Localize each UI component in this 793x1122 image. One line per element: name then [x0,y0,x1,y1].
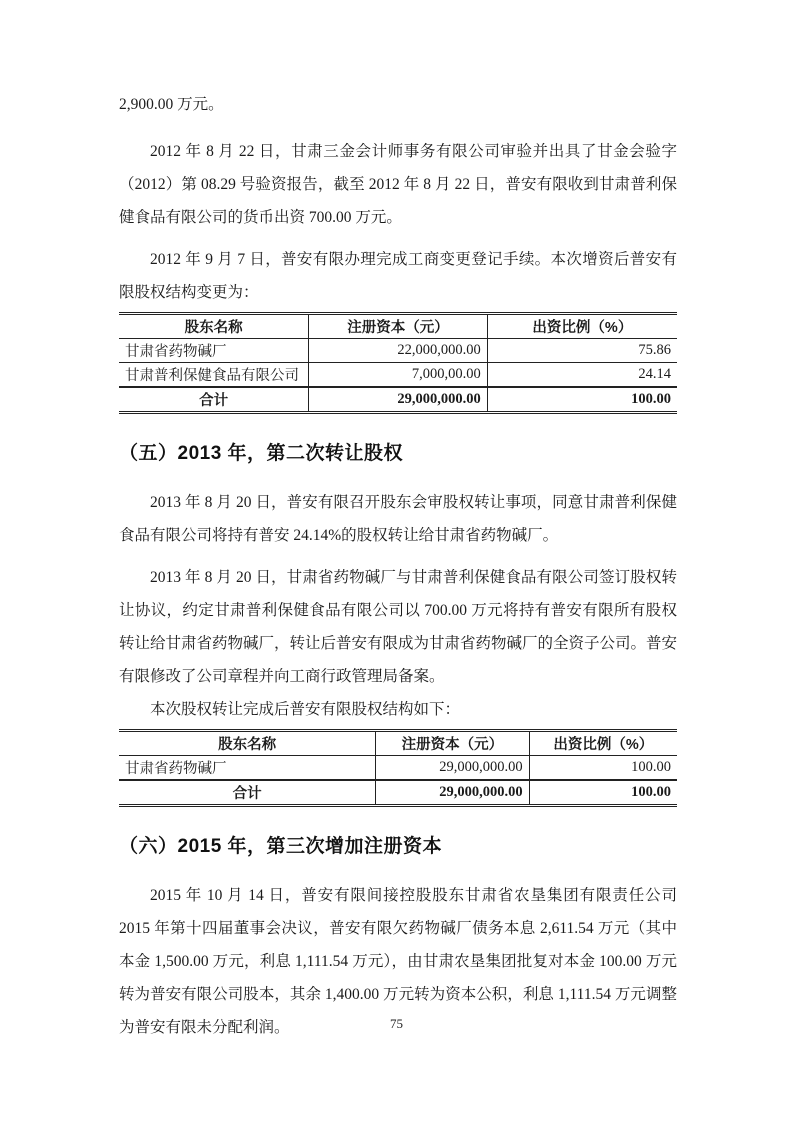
cell-shareholder-name: 甘肃省药物碱厂 [119,756,376,781]
table-total-row [119,780,677,806]
paragraph-carryover: 2,900.00 万元。 [119,96,224,113]
header-shareholder-name: 股东名称 [119,314,309,339]
cell-total-label: 合计 [119,780,376,806]
table-row [119,363,677,388]
paragraph-audit-report: 2012 年 8 月 22 日，甘肃三金会计师事务有限公司审验并出具了甘金会验字（2012）第 08.29 号验资报告，截至 2012 年 8 月 22 日，普安有限收到甘肃普利保健食品有限公司的货币出资 700.00 万元。 [119,143,677,226]
header-contribution-ratio: 出资比例（%） [487,314,677,339]
section-heading-5: （五）2013 年，第二次转让股权 [119,443,404,464]
header-registered-capital: 注册资本（元） [309,314,488,339]
table-header-row [119,731,677,756]
paragraph-registration-change: 2012 年 9 月 7 日，普安有限办理完成工商变更登记手续。本次增资后普安有限股权结构变更为： [119,251,677,301]
cell-total-label: 合计 [119,387,309,413]
table-row [119,756,677,781]
header-registered-capital: 注册资本（元） [376,731,529,756]
header-contribution-ratio: 出资比例（%） [529,731,677,756]
cell-shareholder-name: 甘肃省药物碱厂 [119,339,309,363]
shareholding-table-2012 [119,312,677,414]
table-row [119,339,677,363]
section-heading-6: （六）2015 年，第三次增加注册资本 [119,836,443,857]
cell-total-ratio: 100.00 [529,780,677,806]
paragraph-board-decision: 2015 年 10 月 14 日，普安有限间接控股股东甘肃省农垦集团有限责任公司 2015 年第十四届董事会决议，普安有限欠药物碱厂债务本息 2,611.54 万元（其中本金 1,500.00 万元，利息 1,111.54 万元），由甘肃农垦集团批复对本金 100.00 万元转为普安有限公司股本，其余 1,400.00 万元转为资本公积，利息 1,111.54 万元调整为普安有限未分配利润。 [119,887,677,1036]
cell-shareholder-name: 甘肃普利保健食品有限公司 [119,363,309,388]
cell-total-capital: 29,000,000.00 [376,780,529,806]
header-shareholder-name: 股东名称 [119,731,376,756]
cell-total-capital: 29,000,000.00 [309,387,488,413]
page-number: 75 [390,1016,403,1031]
paragraph-transfer-agreement: 2013 年 8 月 20 日，甘肃省药物碱厂与甘肃普利保健食品有限公司签订股权转让协议，约定甘肃普利保健食品有限公司以 700.00 万元将持有普安有限所有股权转让给甘肃省药物碱厂，转让后普安有限成为甘肃省药物碱厂的全资子公司。普安有限修改了公司章程并向工商行政管理局备案。 [119,569,678,685]
cell-contribution-ratio: 24.14 [487,363,677,388]
table-header-row [119,314,677,339]
paragraph-transfer-resolution: 2013 年 8 月 20 日，普安有限召开股东会审股权转让事项，同意甘肃普利保健食品有限公司将持有普安 24.14%的股权转让给甘肃省药物碱厂。 [119,494,677,544]
paragraph-table-intro: 本次股权转让完成后普安有限股权结构如下： [150,701,461,718]
cell-registered-capital: 22,000,000.00 [309,339,488,363]
document-body [119,88,677,1053]
cell-contribution-ratio: 100.00 [529,756,677,781]
cell-registered-capital: 7,000,00.00 [309,363,488,388]
table-total-row [119,387,677,413]
shareholding-table-2013 [119,729,677,807]
cell-contribution-ratio: 75.86 [487,339,677,363]
cell-total-ratio: 100.00 [487,387,677,413]
cell-registered-capital: 29,000,000.00 [376,756,529,781]
